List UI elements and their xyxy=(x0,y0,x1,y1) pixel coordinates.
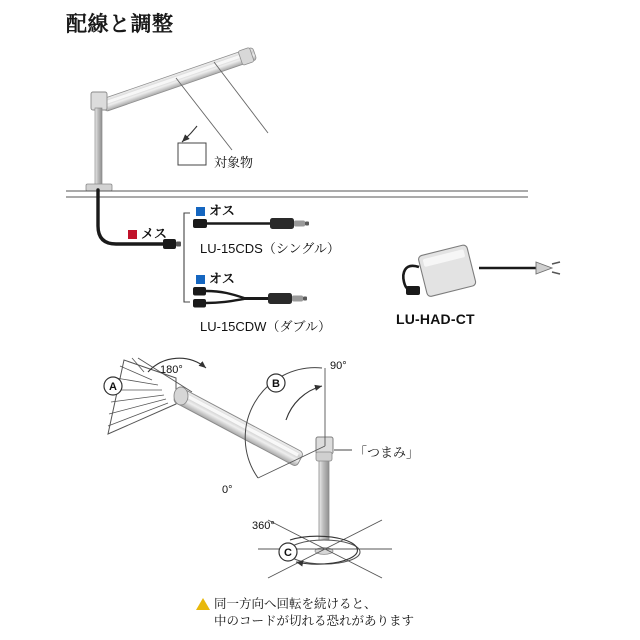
warning-triangle-icon xyxy=(196,598,210,610)
ac-adapter xyxy=(403,244,560,297)
cable-double xyxy=(193,287,307,308)
target-object-label: 対象物 xyxy=(214,155,254,170)
male-connector-label-double: オス xyxy=(196,268,235,287)
cable-single xyxy=(193,218,309,229)
angle-0-label: 0° xyxy=(222,484,233,496)
blue-square-icon xyxy=(196,275,205,284)
page-title: 配線と調整 xyxy=(66,13,174,36)
top-lamp-illustration xyxy=(66,46,528,249)
adjustment-diagram xyxy=(104,358,392,578)
adapter-code: LU-HAD-CT xyxy=(396,311,475,327)
svg-text:A: A xyxy=(109,381,117,393)
blue-square-icon xyxy=(196,207,205,216)
angle-180-label: 180° xyxy=(160,364,183,376)
svg-text:C: C xyxy=(284,547,292,559)
warning-note: 同一方向へ回転を続けると、 中のコードが切れる恐れがあります xyxy=(196,596,414,630)
male-connector-label-single: オス xyxy=(196,200,235,219)
svg-text:B: B xyxy=(272,378,280,390)
cable-products-group xyxy=(184,213,560,308)
female-connector-label: メス xyxy=(128,223,167,242)
knob-label: 「つまみ」 xyxy=(354,445,420,460)
angle-360-label: 360° xyxy=(252,520,275,532)
red-square-icon xyxy=(128,230,137,239)
angle-90-label: 90° xyxy=(330,360,347,372)
cable-double-code: LU-15CDW（ダブル） xyxy=(200,319,331,334)
cable-single-code: LU-15CDS（シングル） xyxy=(200,241,340,256)
